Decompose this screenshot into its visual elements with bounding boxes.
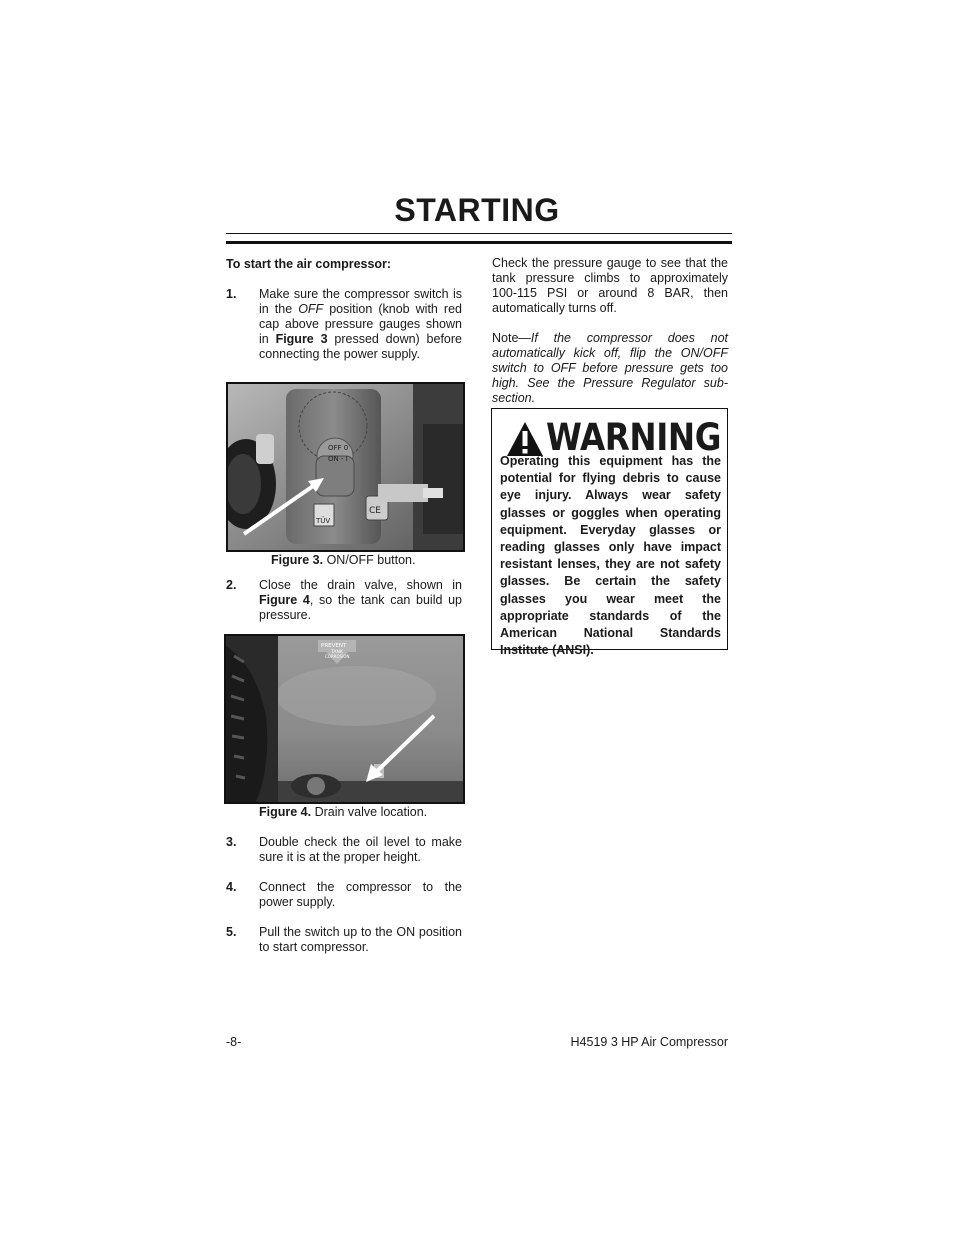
warning-triangle-icon (506, 421, 544, 457)
step-4 (226, 880, 462, 912)
step-number: 5. (226, 925, 237, 939)
page-number: -8- (226, 1035, 242, 1049)
note-paragraph: Note—If the compressor does not automatically kick off, flip the ON/OFF switch to OFF before pressure gets too high. See the Pressure Regulator sub-section. (492, 331, 728, 405)
step-5 (226, 925, 462, 957)
decal-line-1: PREVENT (321, 643, 347, 649)
step-number: 1. (226, 287, 237, 301)
knob-off-label: OFF 0 (328, 444, 349, 452)
decal-line-2: TANK (331, 650, 343, 655)
step-text: Close the drain valve, shown in Figure 4, so the tank can build up pressure. (259, 578, 463, 622)
step-2 (226, 578, 462, 623)
section-lead: To start the air compressor: (226, 257, 392, 271)
warning-box (491, 408, 728, 658)
drain-valve-illustration (226, 636, 463, 802)
figure-3-photo (226, 382, 465, 552)
title-rule-thick (226, 241, 732, 244)
step-1 (226, 287, 462, 362)
ce-mark: CE (369, 506, 381, 516)
decal-line-3: CORROSION (325, 654, 350, 659)
step-3 (226, 835, 462, 867)
step-text: Pull the switch up to the ON position to start compressor. (259, 925, 462, 954)
page-title: STARTING (394, 192, 560, 228)
figure-4-caption: Figure 4. Drain valve location. (259, 805, 428, 819)
step-text: Double check the oil level to make sure it is at the proper height. (259, 835, 462, 864)
warning-text: Operating this equipment has the potential for flying debris to cause eye injury. Always wear safety glasses or goggles when operating equipment. Everyday glasses or reading glasses only have impact resistant lenses, they are not safety glasses. Be certain the safety glasses you wear meet the appropriate standards of the American National Standards Institute (ANSI). (500, 454, 721, 658)
step-number: 4. (226, 880, 237, 894)
footer-product: H4519 3 HP Air Compressor (570, 1035, 728, 1049)
pressure-switch-illustration (228, 384, 463, 550)
step-text: Make sure the compressor switch is in the OFF position (knob with red cap above pressure gauges shown in Figure 3 pressed down) before connecting the power supply. (259, 287, 462, 361)
knob-on-label: ON - I (328, 455, 348, 463)
pressure-check-paragraph: Check the pressure gauge to see that the tank pressure climbs to approximately 100-115 PSI or around 8 BAR, then automatically turns off. (492, 256, 728, 315)
warning-heading: WARNING (546, 416, 721, 459)
step-number: 3. (226, 835, 237, 849)
step-number: 2. (226, 578, 237, 592)
title-rule-thin (226, 233, 732, 234)
figure-3-caption: Figure 3. ON/OFF button. (271, 553, 416, 567)
tuv-mark: TÜV (316, 517, 331, 525)
step-text: Connect the compressor to the power supply. (259, 880, 462, 909)
figure-4-photo (224, 634, 465, 804)
